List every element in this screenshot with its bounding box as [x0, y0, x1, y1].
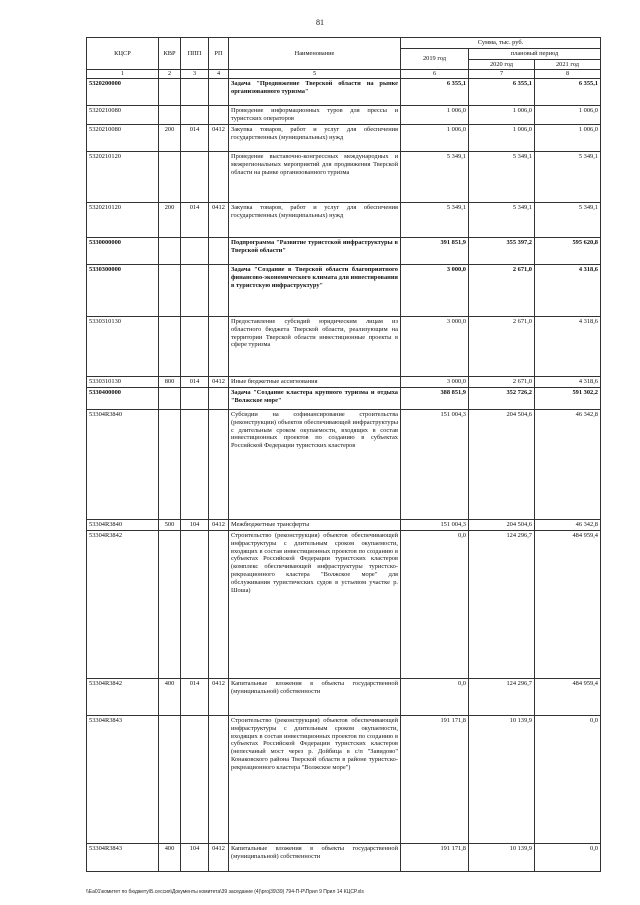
cell-kvr	[159, 265, 181, 317]
file-path-footer: \\Ea01\комитет по бюджету\Б.сессия\Документы комитета\39 заседание (4)\proj39\39) 794-П-Р\Прил 9 Прил 14 КЦСР.xls	[86, 889, 364, 895]
header-name: Наименование	[229, 38, 401, 70]
cell-rp	[209, 106, 229, 125]
cell-ppp	[181, 716, 209, 844]
cell-2021: 46 342,8	[535, 520, 601, 531]
cell-2019: 151 004,3	[401, 520, 469, 531]
cell-2021: 46 342,8	[535, 410, 601, 520]
table-row	[87, 377, 601, 388]
table-row	[87, 679, 601, 716]
cell-kcsr: 5330000000	[87, 238, 159, 265]
cell-2019: 388 851,9	[401, 388, 469, 410]
cell-name: Строительство (реконструкция) объектов обеспечивающей инфраструктуры с длительным сроком окупаемости, входящих в состав инвестиционных проектов по созданию в субъектах Российской Федерации туристских кластеров (непесчаный мост через р. Дойбица в с/п "Завидово" Конаковского района Тверской области в районе туристско-рекреационного кластера "Волжское море")	[229, 716, 401, 844]
cell-2020: 1 006,0	[469, 106, 535, 125]
cell-2021: 484 959,4	[535, 531, 601, 679]
cell-kvr	[159, 152, 181, 203]
header-2021: 2021 год	[535, 59, 601, 70]
cell-2020: 2 671,0	[469, 317, 535, 377]
cell-kcsr: 53304R3840	[87, 520, 159, 531]
header-2019: 2019 год	[401, 48, 469, 70]
budget-table	[86, 37, 601, 872]
cell-rp	[209, 716, 229, 844]
cell-name: Проведение выставочно-конгрессных международных и межрегиональных мероприятий для продвижения Тверской области на рынке организованного туризма	[229, 152, 401, 203]
header-amount: Сумма, тыс. руб.	[401, 38, 601, 49]
table-row	[87, 238, 601, 265]
cell-ppp	[181, 410, 209, 520]
cell-2019: 6 355,1	[401, 79, 469, 106]
cell-ppp	[181, 265, 209, 317]
cell-rp: 0412	[209, 203, 229, 238]
column-number: 8	[535, 70, 601, 79]
cell-2020: 124 296,7	[469, 679, 535, 716]
cell-rp: 0412	[209, 125, 229, 152]
table-row	[87, 106, 601, 125]
cell-kvr	[159, 79, 181, 106]
cell-kvr: 200	[159, 125, 181, 152]
cell-2019: 151 004,3	[401, 410, 469, 520]
cell-2020: 204 504,6	[469, 410, 535, 520]
cell-ppp	[181, 531, 209, 679]
cell-rp	[209, 410, 229, 520]
cell-2019: 1 006,0	[401, 106, 469, 125]
cell-kvr	[159, 410, 181, 520]
cell-ppp	[181, 152, 209, 203]
cell-name: Межбюджетные трансферты	[229, 520, 401, 531]
cell-ppp: 014	[181, 203, 209, 238]
column-number: 3	[181, 70, 209, 79]
table-row	[87, 531, 601, 679]
table-row	[87, 388, 601, 410]
cell-rp	[209, 238, 229, 265]
cell-kcsr: 5330310130	[87, 317, 159, 377]
cell-kcsr: 53304R3843	[87, 716, 159, 844]
table-row	[87, 410, 601, 520]
cell-name: Проведение информационных туров для прессы и туристских операторов	[229, 106, 401, 125]
cell-ppp	[181, 317, 209, 377]
cell-2020: 5 349,1	[469, 152, 535, 203]
cell-rp: 0412	[209, 520, 229, 531]
cell-2020: 204 504,6	[469, 520, 535, 531]
column-number: 6	[401, 70, 469, 79]
cell-2019: 0,0	[401, 531, 469, 679]
cell-kcsr: 5330310130	[87, 377, 159, 388]
cell-2019: 3 000,0	[401, 265, 469, 317]
cell-ppp: 014	[181, 679, 209, 716]
cell-kcsr: 5320200000	[87, 79, 159, 106]
cell-2020: 352 726,2	[469, 388, 535, 410]
cell-2021: 0,0	[535, 716, 601, 844]
cell-2020: 2 671,0	[469, 377, 535, 388]
table-row	[87, 79, 601, 106]
cell-2021: 595 620,8	[535, 238, 601, 265]
cell-2021: 4 318,6	[535, 265, 601, 317]
cell-name: Капитальные вложения в объекты государственной (муниципальной) собственности	[229, 679, 401, 716]
header-2020: 2020 год	[469, 59, 535, 70]
cell-kvr	[159, 388, 181, 410]
cell-2020: 6 355,1	[469, 79, 535, 106]
cell-kvr: 800	[159, 377, 181, 388]
cell-2020: 1 006,0	[469, 125, 535, 152]
table-row	[87, 125, 601, 152]
cell-kcsr: 53304R3842	[87, 679, 159, 716]
cell-ppp	[181, 106, 209, 125]
table-header	[87, 38, 601, 79]
cell-kvr	[159, 531, 181, 679]
header-kcsr: КЦСР	[87, 38, 159, 70]
cell-2021: 5 349,1	[535, 152, 601, 203]
cell-kcsr: 5320210120	[87, 203, 159, 238]
table-row	[87, 716, 601, 844]
cell-kvr	[159, 238, 181, 265]
column-number: 4	[209, 70, 229, 79]
cell-2020: 10 139,9	[469, 716, 535, 844]
table-body	[87, 79, 601, 872]
cell-ppp	[181, 79, 209, 106]
cell-rp	[209, 152, 229, 203]
cell-kvr: 400	[159, 844, 181, 872]
cell-2019: 191 171,8	[401, 844, 469, 872]
cell-rp	[209, 531, 229, 679]
cell-2020: 2 671,0	[469, 265, 535, 317]
cell-name: Капитальные вложения в объекты государственной (муниципальной) собственности	[229, 844, 401, 872]
cell-rp: 0412	[209, 844, 229, 872]
table-row	[87, 203, 601, 238]
cell-name: Предоставление субсидий юридическим лицам из областного бюджета Тверской области, реализующим на территории Тверской области инвестиционные проекты в сфере туризма	[229, 317, 401, 377]
cell-name: Закупка товаров, работ и услуг для обеспечения государственных (муниципальных) нужд	[229, 203, 401, 238]
cell-ppp	[181, 388, 209, 410]
cell-name: Закупка товаров, работ и услуг для обеспечения государственных (муниципальных) нужд	[229, 125, 401, 152]
cell-rp	[209, 79, 229, 106]
cell-kcsr: 5320210080	[87, 125, 159, 152]
cell-kvr	[159, 716, 181, 844]
cell-2021: 4 318,6	[535, 317, 601, 377]
cell-2021: 591 302,2	[535, 388, 601, 410]
header-planning-period: плановый период	[469, 48, 601, 59]
table-row	[87, 152, 601, 203]
cell-2021: 1 006,0	[535, 106, 601, 125]
cell-kcsr: 5330300000	[87, 265, 159, 317]
header-rp: РП	[209, 38, 229, 70]
cell-rp: 0412	[209, 377, 229, 388]
cell-2020: 124 296,7	[469, 531, 535, 679]
cell-ppp: 014	[181, 125, 209, 152]
table-row	[87, 265, 601, 317]
column-number: 2	[159, 70, 181, 79]
cell-name: Задача "Продвижение Тверской области на рынке организованного туризма"	[229, 79, 401, 106]
cell-kvr: 400	[159, 679, 181, 716]
cell-2019: 5 349,1	[401, 203, 469, 238]
table-row	[87, 317, 601, 377]
cell-ppp	[181, 238, 209, 265]
cell-2021: 1 006,0	[535, 125, 601, 152]
cell-2019: 5 349,1	[401, 152, 469, 203]
cell-name: Задача "Создание кластера крупного туризма и отдыха "Волжское море"	[229, 388, 401, 410]
cell-2019: 3 000,0	[401, 317, 469, 377]
table-row	[87, 520, 601, 531]
cell-2021: 6 355,1	[535, 79, 601, 106]
cell-kcsr: 53304R3842	[87, 531, 159, 679]
cell-ppp: 014	[181, 377, 209, 388]
cell-name: Задача "Создание в Тверской области благоприятного финансово-экономического климата для инвестирования в туристскую инфраструктуру"	[229, 265, 401, 317]
cell-name: Субсидии на софинансирование строительства (реконструкции) объектов обеспечивающей инфраструктуры с длительным сроком окупаемости, входящих в состав инвестиционных проектов по созданию в субъектах Российской Федерации туристских кластеров	[229, 410, 401, 520]
cell-name: Строительство (реконструкция) объектов обеспечивающей инфраструктуры с длительным сроком окупаемости, входящих в состав инвестиционных проектов по созданию в субъектах Российской Федерации туристских кластеров (комплекс обеспечивающей инфраструктуры туристско-рекреационного кластера "Волжское море" для обслуживания туристических судов в устьевом участке р. Шоша)	[229, 531, 401, 679]
cell-2021: 5 349,1	[535, 203, 601, 238]
cell-rp	[209, 265, 229, 317]
cell-rp	[209, 317, 229, 377]
header-ppp: ППП	[181, 38, 209, 70]
cell-2020: 355 397,2	[469, 238, 535, 265]
cell-kcsr: 53304R3843	[87, 844, 159, 872]
cell-ppp: 104	[181, 844, 209, 872]
column-number-row	[87, 70, 601, 79]
cell-2020: 10 139,9	[469, 844, 535, 872]
column-number: 1	[87, 70, 159, 79]
column-number: 7	[469, 70, 535, 79]
cell-kvr: 500	[159, 520, 181, 531]
cell-2019: 1 006,0	[401, 125, 469, 152]
cell-2021: 484 959,4	[535, 679, 601, 716]
cell-2021: 4 318,6	[535, 377, 601, 388]
cell-ppp: 104	[181, 520, 209, 531]
cell-kvr	[159, 106, 181, 125]
cell-kcsr: 5320210080	[87, 106, 159, 125]
cell-name: Иные бюджетные ассигнования	[229, 377, 401, 388]
column-number: 5	[229, 70, 401, 79]
cell-kcsr: 5320210120	[87, 152, 159, 203]
cell-kcsr: 53304R3840	[87, 410, 159, 520]
cell-kcsr: 5330400000	[87, 388, 159, 410]
cell-2019: 391 851,9	[401, 238, 469, 265]
cell-2019: 0,0	[401, 679, 469, 716]
cell-kvr: 200	[159, 203, 181, 238]
cell-name: Подпрограмма "Развитие туристской инфраструктуры в Тверской области"	[229, 238, 401, 265]
cell-kvr	[159, 317, 181, 377]
cell-rp	[209, 388, 229, 410]
cell-2021: 0,0	[535, 844, 601, 872]
page-number: 81	[316, 18, 324, 27]
cell-2020: 5 349,1	[469, 203, 535, 238]
table-row	[87, 844, 601, 872]
cell-2019: 191 171,8	[401, 716, 469, 844]
cell-rp: 0412	[209, 679, 229, 716]
cell-2019: 3 000,0	[401, 377, 469, 388]
header-kvr: КВР	[159, 38, 181, 70]
